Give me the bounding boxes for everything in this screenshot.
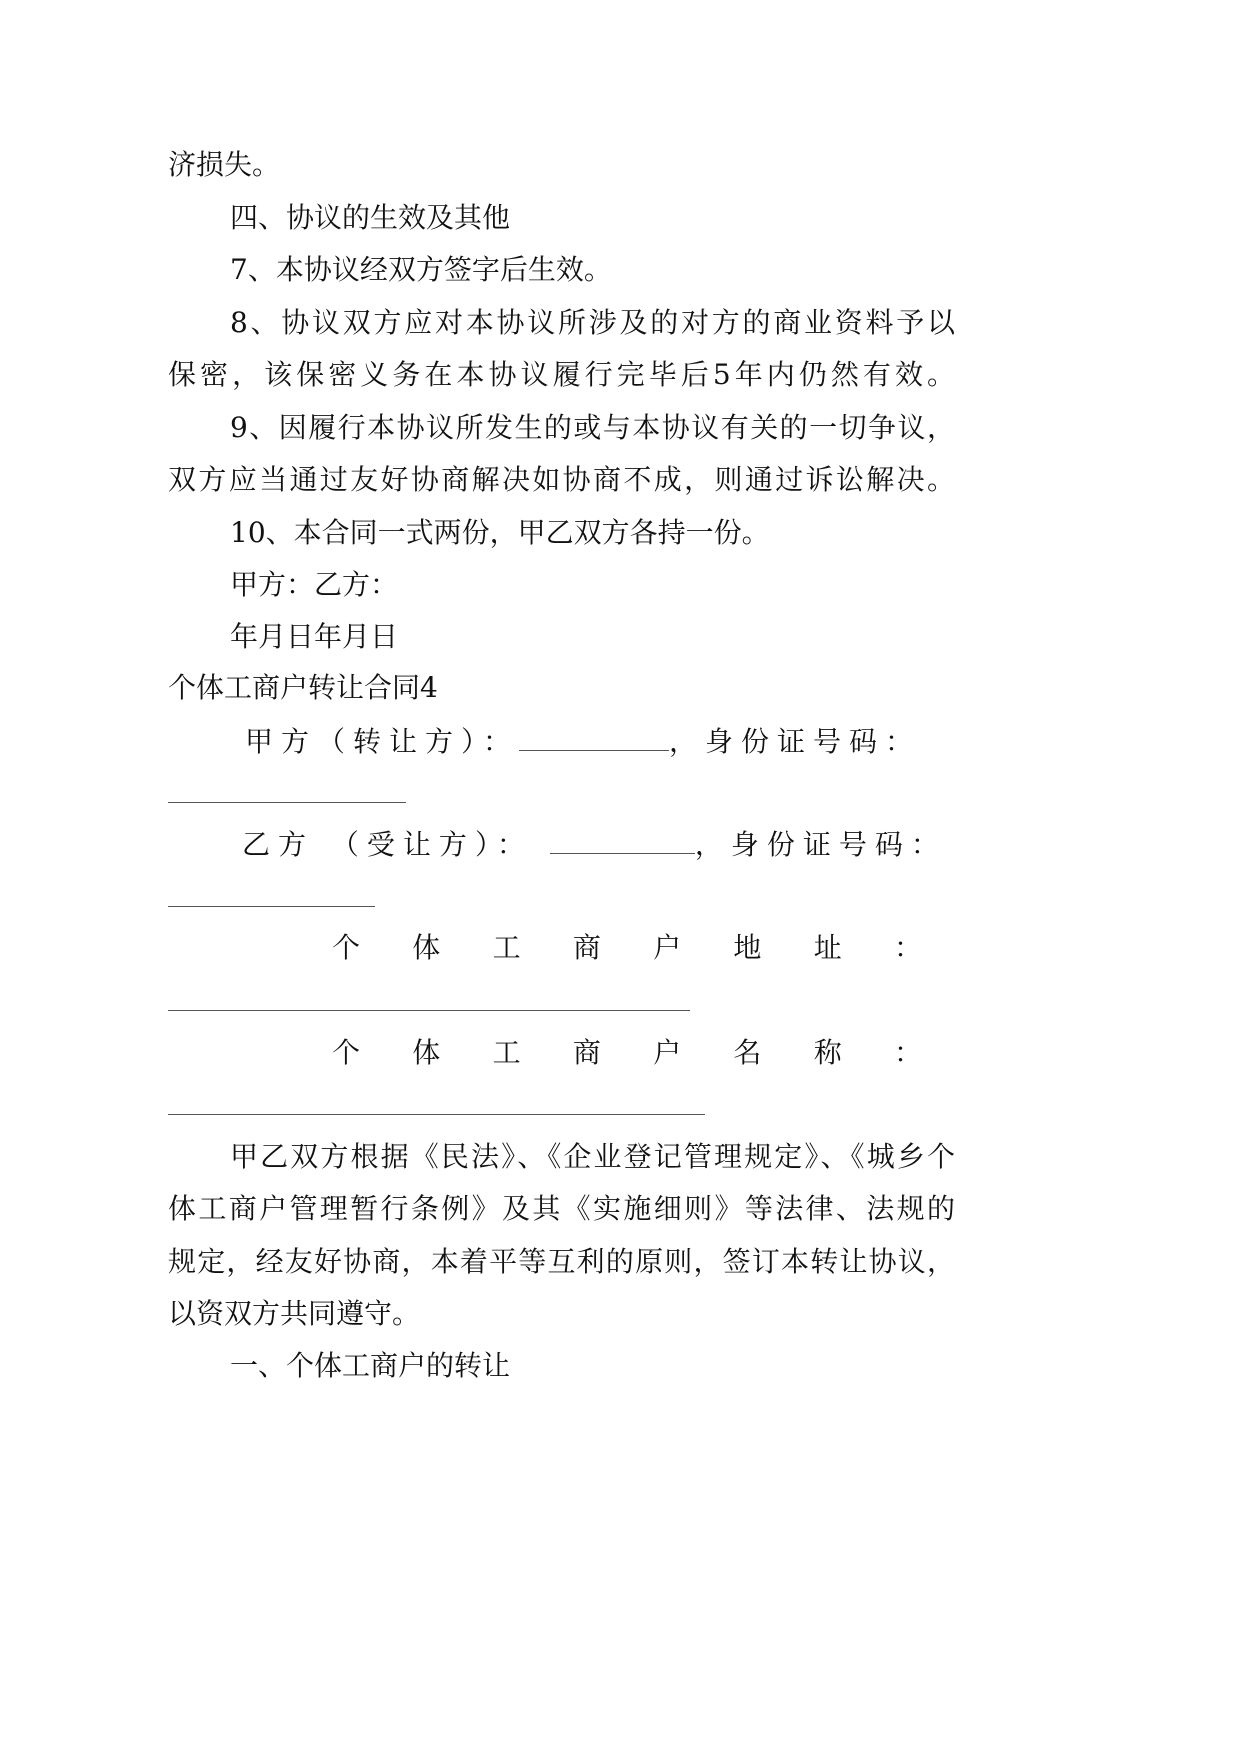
party-a-name-blank[interactable] xyxy=(519,726,669,751)
address-blank[interactable] xyxy=(168,1010,690,1011)
party-a-id-label: ，身份证号码： xyxy=(669,725,922,758)
party-b-line xyxy=(242,828,947,862)
date-line: 年月日年月日 xyxy=(230,620,399,653)
section-heading: 四、协议的生效及其他 xyxy=(230,201,511,234)
party-b-id-label: ，身份证号码： xyxy=(694,828,947,861)
preamble-cont: 体工商户管理暂行条例》及其《实施细则》等法律、法规的 xyxy=(168,1192,955,1225)
party-b-label: 乙方 （受让方）： xyxy=(242,828,533,861)
clause-7: 7、本协议经双方签字后生效。 xyxy=(230,253,612,286)
clause-10: 10、本合同一式两份，甲乙双方各持一份。 xyxy=(230,516,770,549)
party-a-id-blank[interactable] xyxy=(168,802,406,803)
clause-9-cont: 双方应当通过友好协商解决如协商不成，则通过诉讼解决。 xyxy=(168,463,955,496)
party-b-name-blank[interactable] xyxy=(550,829,695,854)
preamble: 甲乙双方根据《民法》、《企业登记管理规定》、《城乡个 xyxy=(230,1140,955,1173)
signature-line: 甲方：乙方： xyxy=(230,568,399,601)
preamble-cont: 规定，经友好协商，本着平等互利的原则，签订本转让协议， xyxy=(168,1245,955,1278)
name-label: 个体工商户名称： xyxy=(332,1036,922,1069)
party-a-label: 甲方（转让方）： xyxy=(245,725,520,758)
party-a-line xyxy=(245,725,921,759)
clause-8: 8、协议双方应对本协议所涉及的对方的商业资料予以 xyxy=(230,306,955,339)
section-heading: 一、个体工商户的转让 xyxy=(230,1349,511,1382)
text-line: 济损失。 xyxy=(168,148,281,181)
party-b-id-blank[interactable] xyxy=(168,906,375,907)
contract-title: 个体工商户转让合同4 xyxy=(168,671,438,704)
clause-9: 9、因履行本协议所发生的或与本协议有关的一切争议， xyxy=(230,411,955,444)
name-blank[interactable] xyxy=(168,1114,705,1115)
clause-8-cont: 保密，该保密义务在本协议履行完毕后5年内仍然有效。 xyxy=(168,358,955,391)
preamble-cont: 以资双方共同遵守。 xyxy=(168,1297,421,1330)
address-label: 个体工商户地址： xyxy=(332,931,922,964)
